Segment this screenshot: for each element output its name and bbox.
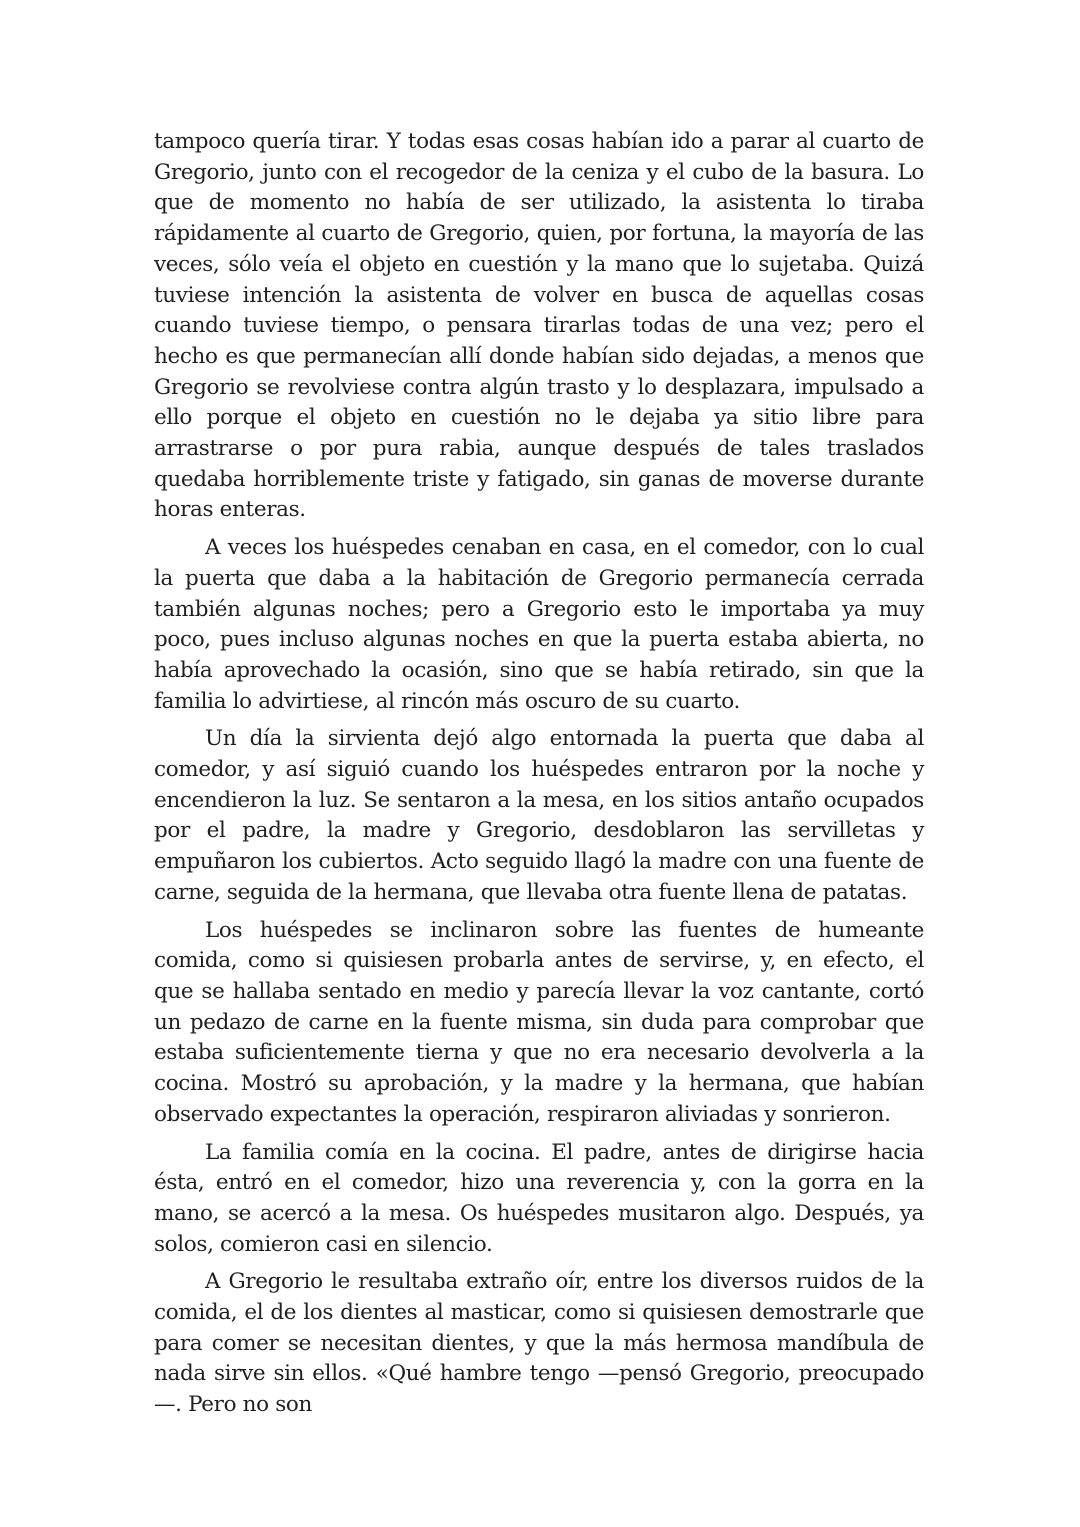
paragraph: La familia comía en la cocina. El padre, antes de dirigirse hacia ésta, entró en el comedor, hizo una reverencia y, con la gorra en la mano, se acercó a la mesa. Os huéspedes musitaron algo. Después, ya solos, comieron casi en silencio. (154, 1139, 924, 1257)
body-text (154, 127, 924, 1428)
paragraph: Los huéspedes se inclinaron sobre las fuentes de humeante comida, como si quisiesen probarla antes de servirse, y, en efecto, el que se hallaba sentado en medio y parecía llevar la voz cantante, cortó un pedazo de carne en la fuente misma, sin duda para comprobar que estaba suficientemente tierna y que no era necesario devolverla a la cocina. Mostró su aprobación, y la madre y la hermana, que habían observado expectantes la operación, respiraron aliviadas y sonrieron. (154, 917, 924, 1127)
paragraph-continued: tampoco quería tirar. Y todas esas cosas habían ido a parar al cuarto de Gregorio, junto con el recogedor de la ceniza y el cubo de la basura. Lo que de momento no había de ser utilizado, la asistenta lo tiraba rápidamente al cuarto de Gregorio, quien, por fortuna, la mayoría de las veces, sólo veía el objeto en cuestión y la mano que lo sujetaba. Quizá tuviese intención la asistenta de volver en busca de aquellas cosas cuando tuviese tiempo, o pensara tirarlas todas de una vez; pero el hecho es que permanecían allí donde habían sido dejadas, a menos que Gregorio se revolviese contra algún trasto y lo desplazara, impulsado a ello porque el objeto en cuestión no le dejaba ya sitio libre para arrastrarse o por pura rabia, aunque después de tales traslados quedaba horriblemente triste y fatigado, sin ganas de moverse durante horas enteras. (154, 129, 924, 523)
paragraph: Un día la sirvienta dejó algo entornada la puerta que daba al comedor, y así siguió cuando los huéspedes entraron por la noche y encendieron la luz. Se sentaron a la mesa, en los sitios antaño ocupados por el padre, la madre y Gregorio, desdoblaron las servilletas y empuñaron los cubiertos. Acto seguido llagó la madre con una fuente de carne, seguida de la hermana, que llevaba otra fuente llena de patatas. (154, 726, 924, 905)
paragraph: A veces los huéspedes cenaban en casa, en el comedor, con lo cual la puerta que daba a la habitación de Gregorio permanecía cerrada también algunas noches; pero a Gregorio esto le importaba ya muy poco, pues incluso algunas noches en que la puerta estaba abierta, no había aprovechado la ocasión, sino que se había retirado, sin que la familia lo advirtiese, al rincón más oscuro de su cuarto. (154, 535, 924, 714)
paragraph: A Gregorio le resultaba extraño oír, entre los diversos ruidos de la comida, el de los dientes al masticar, como si quisiesen demostrarle que para comer se necesitan dientes, y que la más hermosa mandíbula de nada sirve sin ellos. «Qué hambre tengo —pensó Gregorio, preocupado—. Pero no son (154, 1269, 924, 1418)
